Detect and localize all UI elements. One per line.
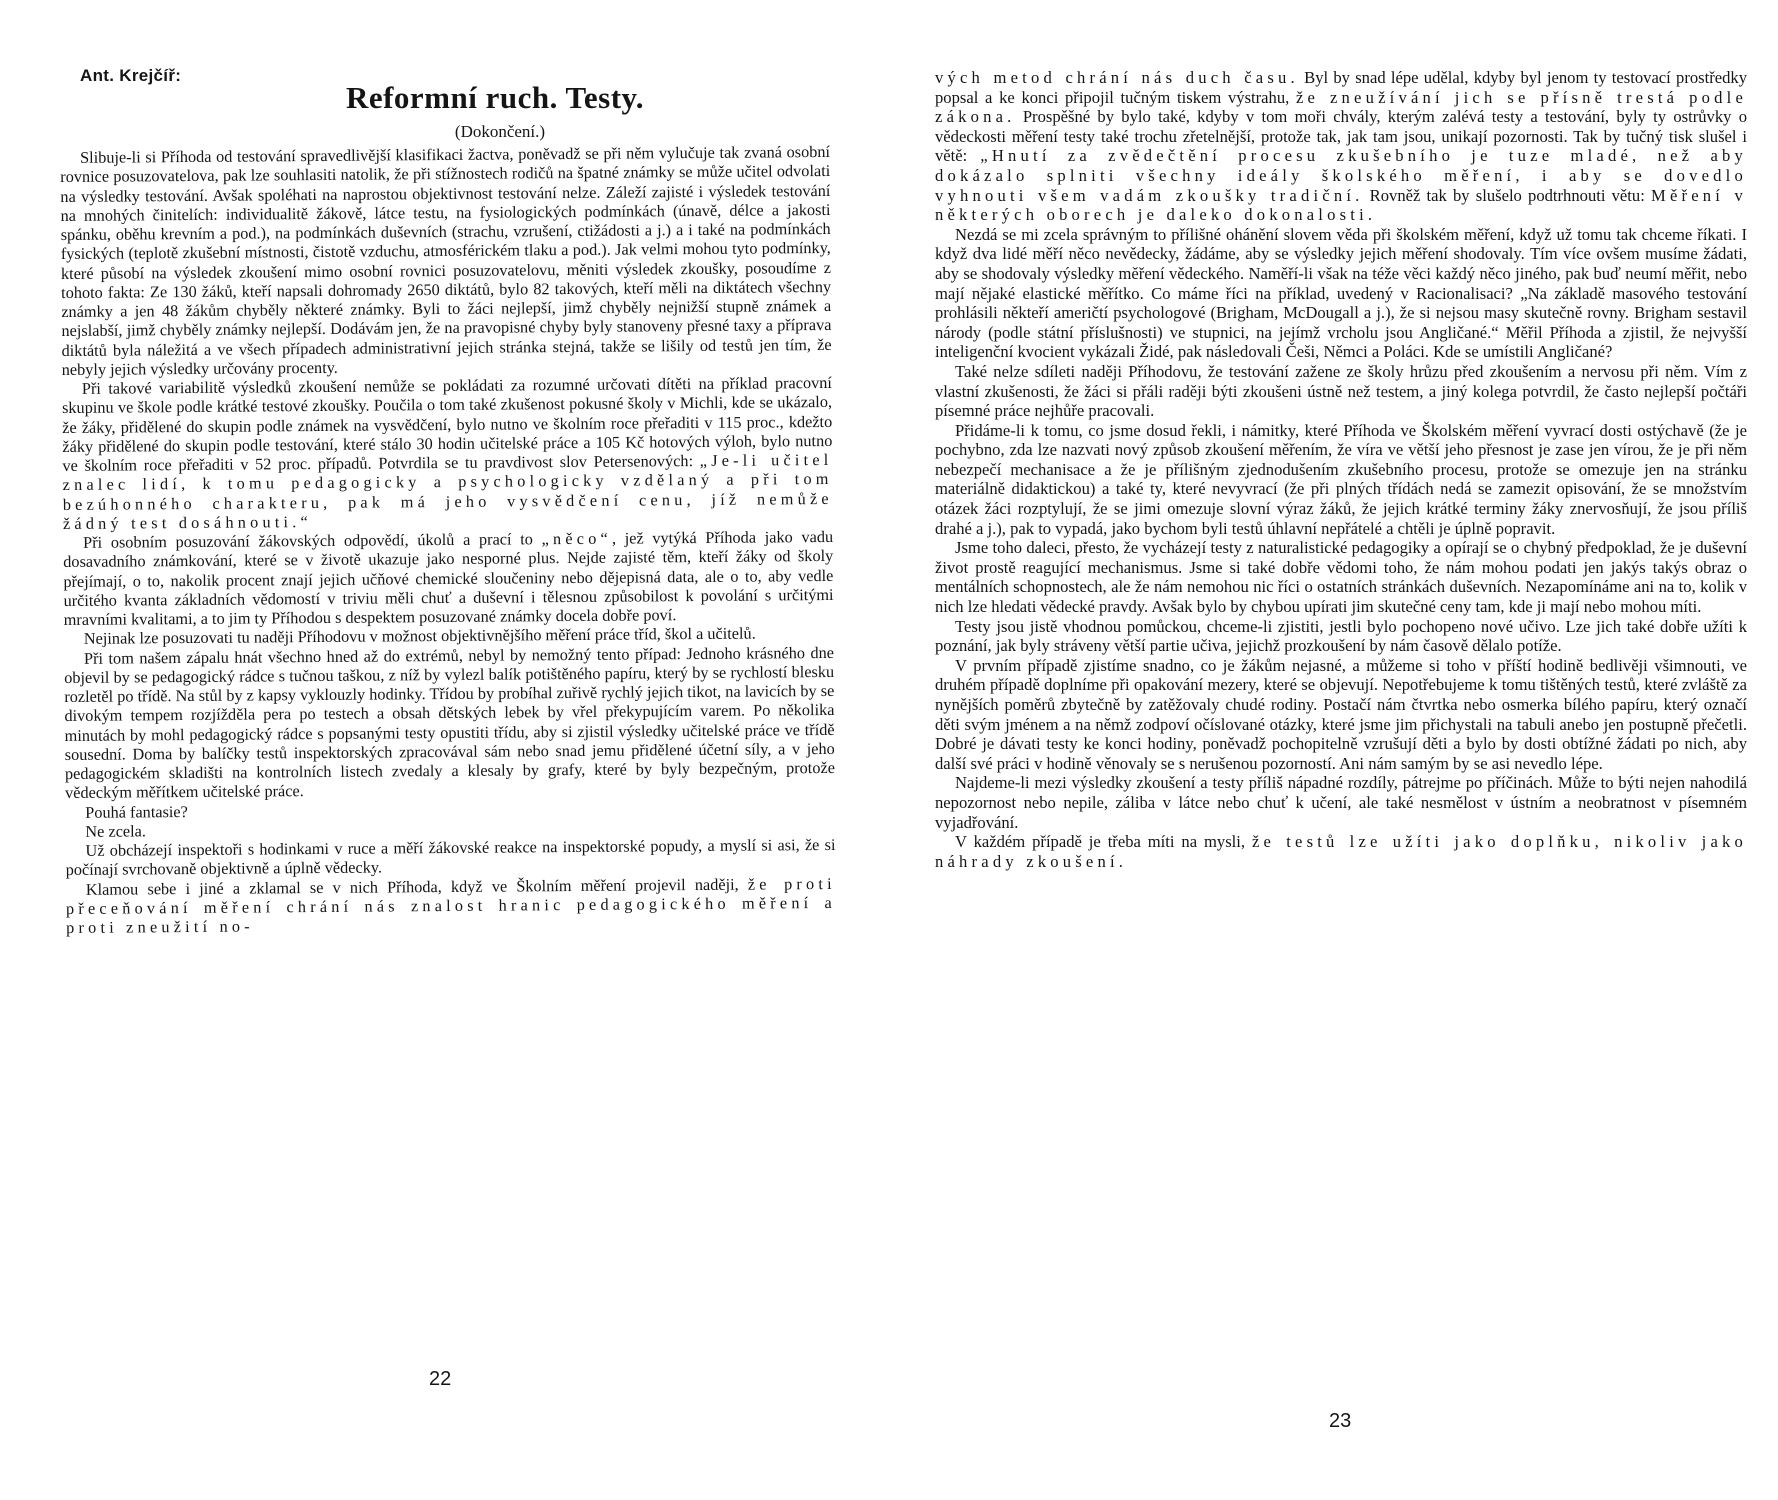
article-subtitle: (Dokončení.) xyxy=(454,122,546,141)
paragraph xyxy=(935,617,1747,656)
text-run: V prvním případě zjistíme snadno, co je žákům nejasné, a můžeme si toho v příští hodině bedlivěji všimnouti, ve druhém případě doplníme při opakování mezery, které se objevují. Nepotřebujeme k tomu tištěných testů, které zvláště za nynějších poměrů zbytečně by zatěžovaly chudé rodiny. Postačí nám čtvrtka nebo osmerka bílého papíru, který označí děti svým jménem a na němž zodpoví očíslované otázky, které jsme jim přichystali na tabuli anebo jen postupně přečetli. Dobré je dávati testy ke konci hodiny, poněvadž pochopitelně vzrušují děti a bylo by dosti obtížné žádati po nich, aby další své práci v hodině věnovaly se s nerušenou pozorností. Ani nám samým by se asi nevedlo lépe. xyxy=(935,655,1747,773)
paragraph xyxy=(935,225,1747,362)
text-run: Přidáme-li k tomu, co jsme dosud řekli, i námitky, které Příhoda ve Školském měření vyvrací dosti ostýchavě (že je pochybno, zda lze nazvati nový způsob zkoušení měřením, že víra ve větší jeho přesnost je zase jen vírou, že je při něm nebezpečí mechanisace a že je přílišným zjednodušením zkušebního procesu, protože se omezuje jen na stránku materiálně didaktickou) a také ty, které nevyvrací (že při plných třídách nedá se zamezit opisování, že se množstvím otázek žáci rozptylují, že se jimi omezuje slovní výraz žáků, že jejich krátké terminy žáky znervosňují, že jsou příliš drahé a j.), pak to vypadá, jako bychom byli testů úhlavní nepřátelé a chtěli je úplně popravit. xyxy=(935,420,1747,538)
text-run: Byl by snad lépe udělal, kdyby byl jenom ty testovací prostředky popsal a ke konci připojil tučným tiskem výstrahu, xyxy=(935,68,1748,107)
paragraph xyxy=(66,873,836,937)
spaced-emphasis: Měření v některých oborech je daleko dokonalosti. xyxy=(935,185,1747,225)
paragraph xyxy=(935,68,1747,225)
left-page-body xyxy=(60,142,836,937)
paragraph xyxy=(65,835,835,880)
page-number: 23 xyxy=(1329,1410,1352,1432)
paragraph xyxy=(935,832,1747,871)
text-run: Klamou sebe i jiné a zklamal se v nich Příhoda, když ve Školním měření projevil naději, xyxy=(85,874,748,899)
text-run: Slibuje-li si Příhoda od testování spravedlivější klasifikaci žactva, poněvadž se při něm vylučuje tak zvaná osobní rovnice posuzovatelova, pak lze souhlasiti natolik, že při stížnostech rodičů na špatné známky se může učitel odvolati na výsledky testování. Avšak spoléhati na naprostou objektivnost testování nelze. Záleží zajisté i výsledek testování na mnohých činitelích: individualitě žákově, látce testu, na fysiologických podmínkách (únavě, délce a jakosti spánku, oběhu krevním a pod.), na podmínkách duševních (strachu, vzrušení, ctižádosti a j.) a i také na podmínkách fysických (teplotě zkušební místnosti, čistotě vzduchu, atmosférickém tlaku a pod.). Jak velmi mohou tyto podmínky, které působí na výsledek zkoušení mimo osobní rovnici posuzovatelovu, měniti výsledek zkoušky, posoudíme z tohoto fakta: Ze 130 žáků, kteří napsali dohromady 2650 diktátů, bylo 82 takových, kteří měli na diktátech všechny známky a jen 48 žákům chyběly některé známky. Byli to žáci nejlepší, jimž chyběly nejnižší stupně známek a nejslabší, jimž chyběly známky nejlepší. Dodávám jen, že na pravopisné chyby byly stanoveny přesné taxy a příprava diktátů byla náležitá a ve všech případech administrativní jejich stránka stejná, takže se lišily od testů jen tím, že nebyly jejich výsledky určovány procenty. xyxy=(60,141,832,379)
text-run: Nejinak lze posuzovati tu naději Příhodovu v možnost objektivnějšího měření práce tříd, škol a učitelů. xyxy=(83,623,756,649)
text-run: Prospěšné by bylo také, kdyby v tom moři chvály, kterým zalévá testy a testování, byly ty ostrůvky o vědeckosti měření testy také trochu zřetelnější, protože tak, jak tam jsou, unikají pozornosti. Tak by tučný tisk slušel i větě: xyxy=(935,107,1747,166)
text-run: Rovněž tak by slušelo podtrhnouti větu: xyxy=(1363,185,1651,205)
paragraph xyxy=(935,538,1747,616)
paragraph xyxy=(60,142,832,379)
text-run: Při takové variabilitě výsledků zkoušení nemůže se pokládati za rozumné určovati dítěti na příklad pracovní skupinu ve škole podle krátké testové zkoušky. Poučila o tom také zkušenost pokusné školy v Michli, kde se ukázalo, že žáky, přidělené do skupin podle známek na vysvědčení, bylo nutno ve školním roce přeřaditi v 115 proc., kdežto žáky přidělené do skupin podle testování, které stálo 30 hodin učitelské práce a 105 Kč hotových výloh, bylo nutno ve školním roce přeřaditi v 52 proc. případů. Potvrdila se tu pravdivost slov Petersenových: xyxy=(61,372,833,475)
paragraph xyxy=(935,421,1747,539)
text-run: V každém případě je třeba míti na mysli, xyxy=(955,832,1252,852)
paragraph xyxy=(935,656,1747,774)
paragraph xyxy=(935,362,1747,421)
page-number: 22 xyxy=(429,1368,452,1390)
spaced-emphasis: „Hnutí za zvědečtění procesu zkušebního je tuze mladé, než aby dokázalo splniti všechny ideály školského měření, i aby se dovedlo vyhnouti všem vadám zkoušky tradiční. xyxy=(935,146,1747,205)
spaced-emphasis: že testů lze užíti jako doplňku, nikoliv jako náhrady zkoušení. xyxy=(935,832,1748,871)
text-run: Nezdá se mi zcela správným to přílišné ohánění slovem věda při školském měření, když už tomu tak chceme říkati. I když dva lidé měří něco nevědecky, žádáme, aby se výsledky jejich měření shodovaly. Tím více ovšem musíme žádati, aby se shodovaly výsledky měření vědeckého. Naměří-li však na téže věci každý něco jiného, pak buď neumí měřit, nebo mají nějaké elastické měřítko. Co máme říci na příklad, uvedený v Racionalisaci? „Na základě masového testování prohlásili někteří američtí psychologové (Brigham, McDougall a j.), že si nejsou masy skutečně rovny. Brigham sestavil národy (podle státní příslušnosti) ve stupnici, na jejímž vrcholu jsou Angličané.“ Měřil Příhoda a zjistil, že nejvyšší inteligenční kvocient vykázali Židé, pak následovali Češi, Němci a Poláci. Kde se umístili Angličané? xyxy=(935,224,1747,362)
text-run: , jež vytýká Příhoda jako vadu dosavadního známkování, které se v životě ukazuje jako nesporné plus. Nejde zajisté těm, kteří žáky od školy přejímají, o to, nakolik procent znají jejich učňové chemické sloučeniny nebo dějepisná data, ale o to, aby vedle určitého kvanta základních vědomostí v triviu měli chuť a duševní i tělesnou způsobilost k povolání s určitými mravními kvalitami, a to jim ty Příhodou s despektem posuzované známky docela dobře poví. xyxy=(63,526,834,629)
paragraph xyxy=(64,642,835,802)
text-run: Při osobním posuzování žákovských odpovědí, úkolů a prací to xyxy=(83,529,542,552)
spaced-emphasis: „Je-li učitel znalec lidí, k tomu pedagogicky a psychologicky vzdělaný a při tom bezúhonného charakteru, pak má jeho vysvědčení cenu, jíž nemůže žádný test dosáhnouti.“ xyxy=(62,449,833,533)
text-run: Při tom našem zápalu hnát všechno hned až do extrémů, nebyl by nemožný tento případ: Jednoho krásného dne objevil by se pedagogický rádce s tučnou taškou, z níž by vylezl balík potištěného papíru, který by se rychlostí blesku rozletěl po třídě. Na stůl by z kapsy vyklouzly hodinky. Třídou by probíhal zuřivě rychlý jejich tikot, na lavicích by se divokým tempem rozjížděla pera po testech a obsah dětských lebek by vřel překypujícím varem. Po několika minutách by mohl pedagogický rádce s popsanými testy opustiti třídu, aby si zjistil výsledky učitelské práce ve třídě sousední. Doma by balíčky testů inspektorských zpracovával sám nebo snad jemu přidělené účetní síly, a v jeho pedagogickém skladišti na kontrolních listech zvedaly a klesaly by grafy, které by byly bezpečným, protože vědeckým měřítkem učitelské práce. xyxy=(64,642,835,803)
text-run: Už obcházejí inspektoři s hodinkami v ruce a měří žákovské reakce na inspektorské popudy, a myslí si asi, že si počínají svrchovaně objektivně a úplně vědecky. xyxy=(65,834,836,880)
spaced-emphasis: „něco“ xyxy=(541,528,613,549)
spaced-emphasis: že zneužívání jich se přísně trestá podle zákona. xyxy=(935,87,1748,127)
paragraph xyxy=(935,773,1747,832)
paragraph xyxy=(62,373,833,533)
text-run: Ne zcela. xyxy=(85,821,147,841)
author-name: Ant. Krejčíř: xyxy=(80,66,182,85)
text-run: Jsme toho daleci, přesto, že vycházejí testy z naturalistické pedagogiky a opírají se o chybný předpoklad, že je duševní život prostě reagující mechanismus. Jsme si také dobře vědomi toho, že nám mohou podati jen jakýs takýs obraz o mentálních schopnostech, ale že nám nemohou nic říci o ostatních stránkách duševních. Nezapomínáme ani na to, kolik v nich lze hledati vědecké pravdy. Avšak bylo by chybou upírati jim skutečné ceny tam, kde ji mají nebo mohou míti. xyxy=(935,538,1747,617)
text-run: Také nelze sdíleti naději Příhodovu, že testování zažene ze školy hrůzu před zkoušením a nervosu při něm. Vím z vlastní zkušenosti, že žáci si přáli raději býti zkoušeni ústně než testem, a jiný kolega potvrdil, že často nejlepší počtáři písemné práce nejhůře pracovali. xyxy=(935,361,1747,421)
article-title: Reformní ruch. Testy. xyxy=(345,80,645,115)
text-run: Najdeme-li mezi výsledky zkoušení a testy příliš nápadné rozdíly, pátrejme po příčinách. Může to býti nejen nahodilá nepozornost nebo nepile, záliba v látce nebo chuť k učení, ale také nesmělost v ústním a neobratnost v písemném vyjadřování. xyxy=(935,773,1747,832)
text-run: Testy jsou jistě vhodnou pomůckou, chceme-li zjistiti, jestli bylo pochopeno nové učivo. Lze jich také dobře užíti k poznání, jak byly stráveny větší partie učiva, jejichž prozkoušení by nám časově dělalo potíže. xyxy=(935,616,1747,656)
spaced-emphasis: že proti přeceňování měření chrání nás znalost hranic pedagogického měření a proti zneužití no- xyxy=(65,873,837,937)
spaced-emphasis: vých metod chrání nás duch času. xyxy=(935,68,1299,87)
text-run: Pouhá fantasie? xyxy=(85,801,188,822)
paragraph xyxy=(63,527,834,629)
right-page-body xyxy=(935,68,1747,871)
